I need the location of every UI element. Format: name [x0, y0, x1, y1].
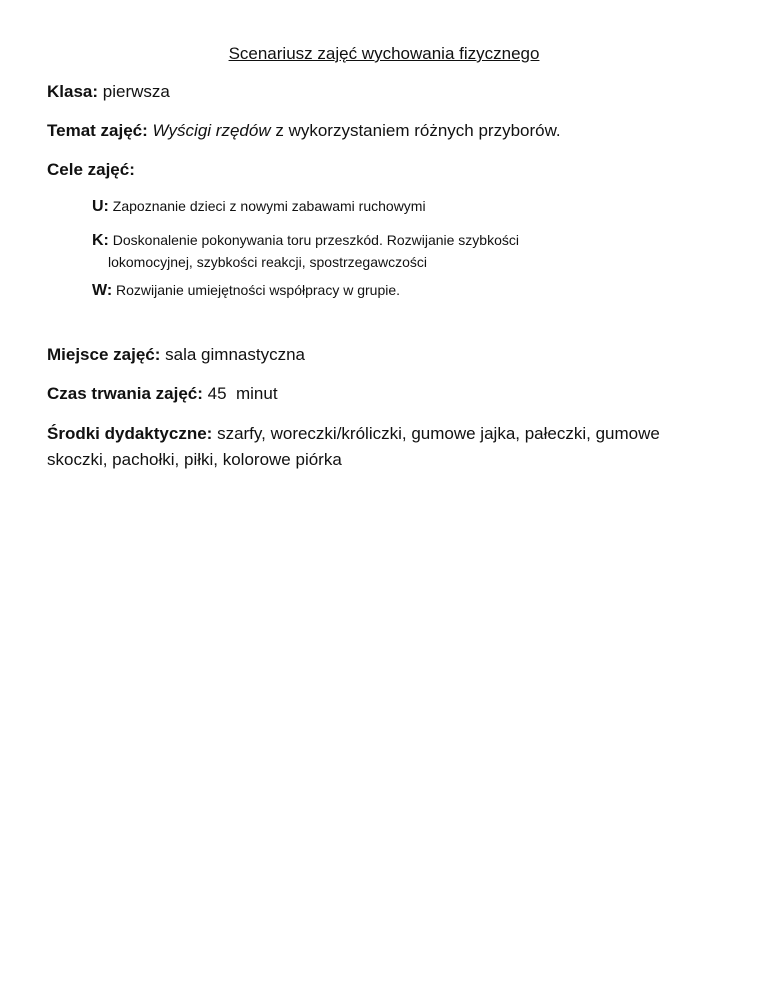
topic-label: Temat zajęć: [47, 121, 148, 140]
goal-item-k [92, 232, 519, 250]
topic-row [47, 121, 561, 141]
topic-value-rest: z wykorzystaniem różnych przyborów. [275, 121, 561, 140]
goals-label: Cele zajęć: [47, 160, 135, 179]
class-value: pierwsza [102, 82, 170, 101]
document-title: Scenariusz zajęć wychowania fizycznego [228, 44, 540, 63]
teaching-aids-row [47, 421, 707, 473]
goal-item-w [92, 282, 400, 300]
goals-heading-row [47, 160, 135, 180]
topic-value-italic: Wyścigi rzędów [152, 121, 271, 140]
goal-text-k: Doskonalenie pokonywania toru przeszkód. Rozwijanie szybkości [112, 232, 519, 248]
place-label: Miejsce zajęć: [47, 345, 161, 364]
teaching-aids-value: szarfy, woreczki/króliczki, gumowe jajka, pałeczki, gumowe skoczki, pachołki, piłki, kolorowe piórka [47, 424, 660, 469]
duration-label: Czas trwania zajęć: [47, 384, 203, 403]
goal-text-k-continued: lokomocyjnej, szybkości reakcji, spostrzegawczości [108, 254, 427, 270]
teaching-aids-label: Środki dydaktyczne: [47, 424, 213, 443]
place-value: sala gimnastyczna [165, 345, 305, 364]
class-label: Klasa: [47, 82, 99, 101]
goal-letter-u: U: [92, 198, 109, 215]
goal-text-u: Zapoznanie dzieci z nowymi zabawami ruchowymi [112, 198, 426, 214]
duration-row [47, 384, 278, 404]
class-row [47, 82, 170, 102]
place-row [47, 345, 305, 365]
duration-value: 45 minut [207, 384, 278, 403]
goal-letter-w: W: [92, 282, 113, 299]
goal-letter-k: K: [92, 232, 109, 249]
goal-text-w: Rozwijanie umiejętności współpracy w grupie. [116, 282, 401, 298]
goal-item-u [92, 198, 426, 216]
